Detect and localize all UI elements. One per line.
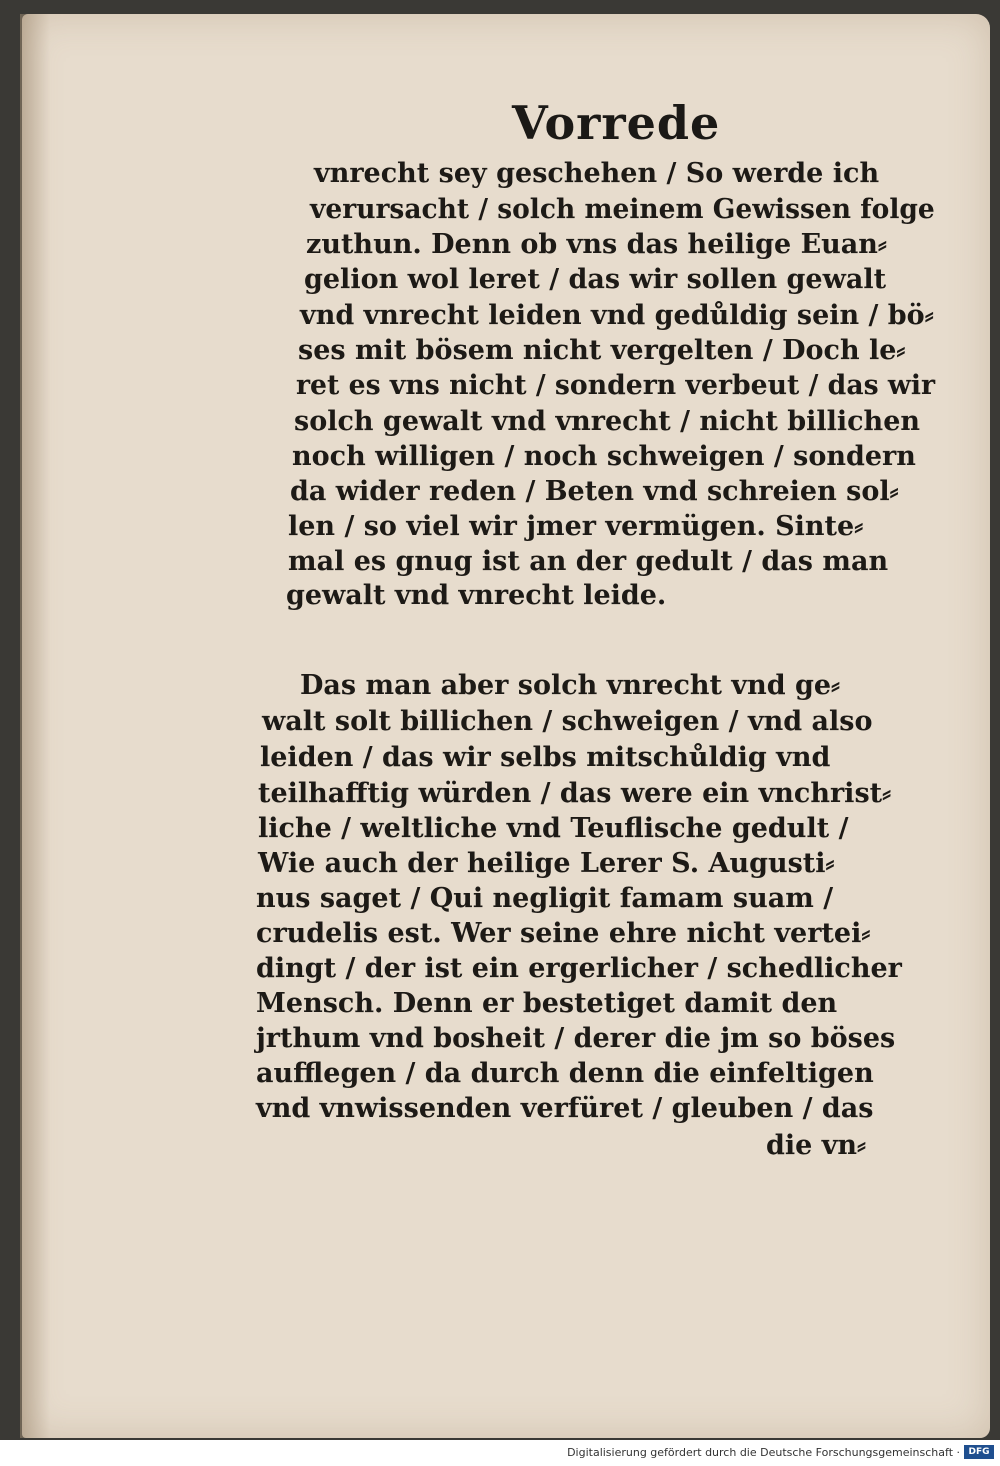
text-line: verursacht / solch meinem Gewissen folge <box>310 194 935 225</box>
text-line: gelion wol leret / das wir sollen gewalt <box>304 264 887 295</box>
text-line: noch willigen / noch schweigen / sondern <box>292 441 916 472</box>
text-line: liche / weltliche vnd Teuflische gedult / <box>258 813 849 844</box>
text-line: solch gewalt vnd vnrecht / nicht billichen <box>294 406 920 437</box>
text-line: vnrecht sey geschehen / So werde ich <box>314 158 880 189</box>
text-line: walt solt billichen / schweigen / vnd also <box>262 706 873 737</box>
catchword: die vn⸗ <box>766 1130 867 1161</box>
text-line: Mensch. Denn er bestetiget damit den <box>256 988 838 1019</box>
text-line: nus saget / Qui negligit famam suam / <box>256 883 834 914</box>
dfg-logo: DFG <box>964 1445 994 1459</box>
running-heading: Vorrede <box>512 96 721 150</box>
text-line: leiden / das wir selbs mitschůldig vnd <box>260 742 831 773</box>
text-line: crudelis est. Wer seine ehre nicht vertei⸗ <box>256 918 871 949</box>
text-line: vnd vnwissenden verfüret / gleuben / das <box>256 1093 874 1124</box>
text-line: ses mit bösem nicht vergelten / Doch le⸗ <box>298 335 906 366</box>
text-line: aufflegen / da durch denn die einfeltigen <box>256 1058 874 1089</box>
text-line: mal es gnug ist an der gedult / das man <box>288 546 889 577</box>
text-line: teilhafftig würden / das were ein vnchrist⸗ <box>258 778 892 809</box>
text-line: gewalt vnd vnrecht leide. <box>286 580 667 611</box>
text-line: Wie auch der heilige Lerer S. Augusti⸗ <box>258 848 835 879</box>
text-line: dingt / der ist ein ergerlicher / schedlicher <box>256 953 902 984</box>
text-line: Das man aber solch vnrecht vnd ge⸗ <box>300 670 841 701</box>
funding-notice: Digitalisierung gefördert durch die Deutsche Forschungsgemeinschaft · <box>567 1446 960 1459</box>
text-line: ret es vns nicht / sondern verbeut / das wir <box>296 370 936 401</box>
text-line: vnd vnrecht leiden vnd gedůldig sein / bö⸗ <box>300 300 934 331</box>
text-line: len / so viel wir jmer vermügen. Sinte⸗ <box>288 511 864 542</box>
text-line: da wider reden / Beten vnd schreien sol⸗ <box>290 476 899 507</box>
text-line: jrthum vnd bosheit / derer die jm so böses <box>256 1023 896 1054</box>
text-line: zuthun. Denn ob vns das heilige Euan⸗ <box>306 229 887 260</box>
